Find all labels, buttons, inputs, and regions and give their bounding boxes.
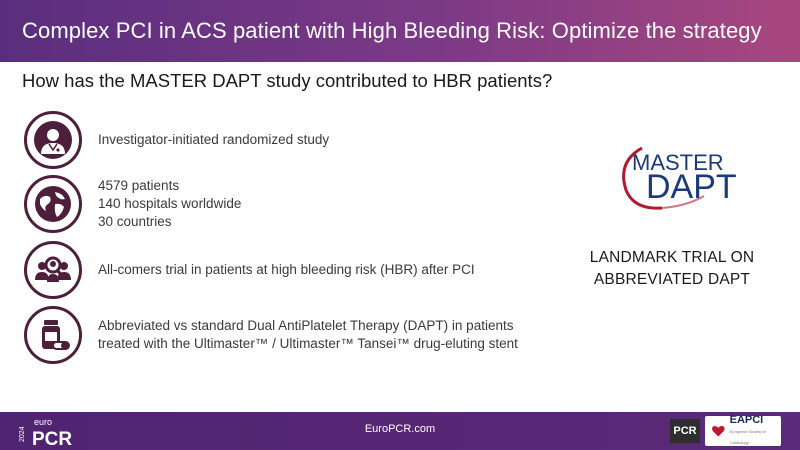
- row-text: [98, 177, 241, 231]
- heart-icon: [711, 423, 726, 439]
- header-bar: [0, 0, 800, 62]
- patients-search-icon: [24, 241, 82, 299]
- row-text: [98, 317, 518, 353]
- feature-row-study: [24, 111, 329, 169]
- row-line: 140 hospitals worldwide: [98, 196, 242, 211]
- landmark-line: LANDMARK TRIAL ON: [589, 249, 755, 266]
- doctor-icon: [24, 111, 82, 169]
- feature-row-dapt: [24, 306, 518, 364]
- row-line: treated with the Ultimaster™ / Ultimaster™ Tansei™ drug-eluting stent: [98, 336, 518, 351]
- row-line: Abbreviated vs standard Dual AntiPlatelet Therapy (DAPT) in patients: [98, 318, 514, 333]
- logo-word-master: MASTER: [632, 150, 724, 175]
- svg-text:PCR: PCR: [32, 429, 73, 448]
- footer-website-link[interactable]: EuroPCR.com: [364, 423, 436, 435]
- master-dapt-logo: [612, 140, 752, 220]
- slide-title: Complex PCI in ACS patient with High Bleeding Risk: Optimize the strategy: [22, 18, 762, 43]
- row-text: [98, 261, 475, 279]
- landmark-caption: [560, 247, 784, 291]
- landmark-line: ABBREVIATED DAPT: [593, 271, 751, 288]
- globe-icon: [24, 175, 82, 233]
- row-line: All-comers trial in patients at high bleeding risk (HBR) after PCI: [98, 262, 475, 277]
- slide-subtitle: How has the MASTER DAPT study contributed to HBR patients?: [22, 70, 553, 91]
- svg-text:euro: euro: [34, 417, 53, 427]
- row-text: [98, 131, 329, 149]
- svg-text:2024: 2024: [19, 426, 26, 442]
- row-line: Investigator-initiated randomized study: [98, 132, 330, 147]
- row-line: 4579 patients: [98, 178, 180, 193]
- feature-row-patients: [24, 175, 241, 233]
- eapci-label: EAPCI European Society of Cardiology: [730, 415, 781, 448]
- logo-word-dapt: DAPT: [646, 168, 737, 206]
- eapci-sub-label: European Society of Cardiology: [729, 428, 766, 445]
- pcr-badge-logo: PCR: [670, 419, 700, 443]
- feature-row-hbr: [24, 241, 475, 299]
- row-line: 30 countries: [98, 214, 172, 229]
- pills-icon: [24, 306, 82, 364]
- eapci-logo: [705, 413, 781, 446]
